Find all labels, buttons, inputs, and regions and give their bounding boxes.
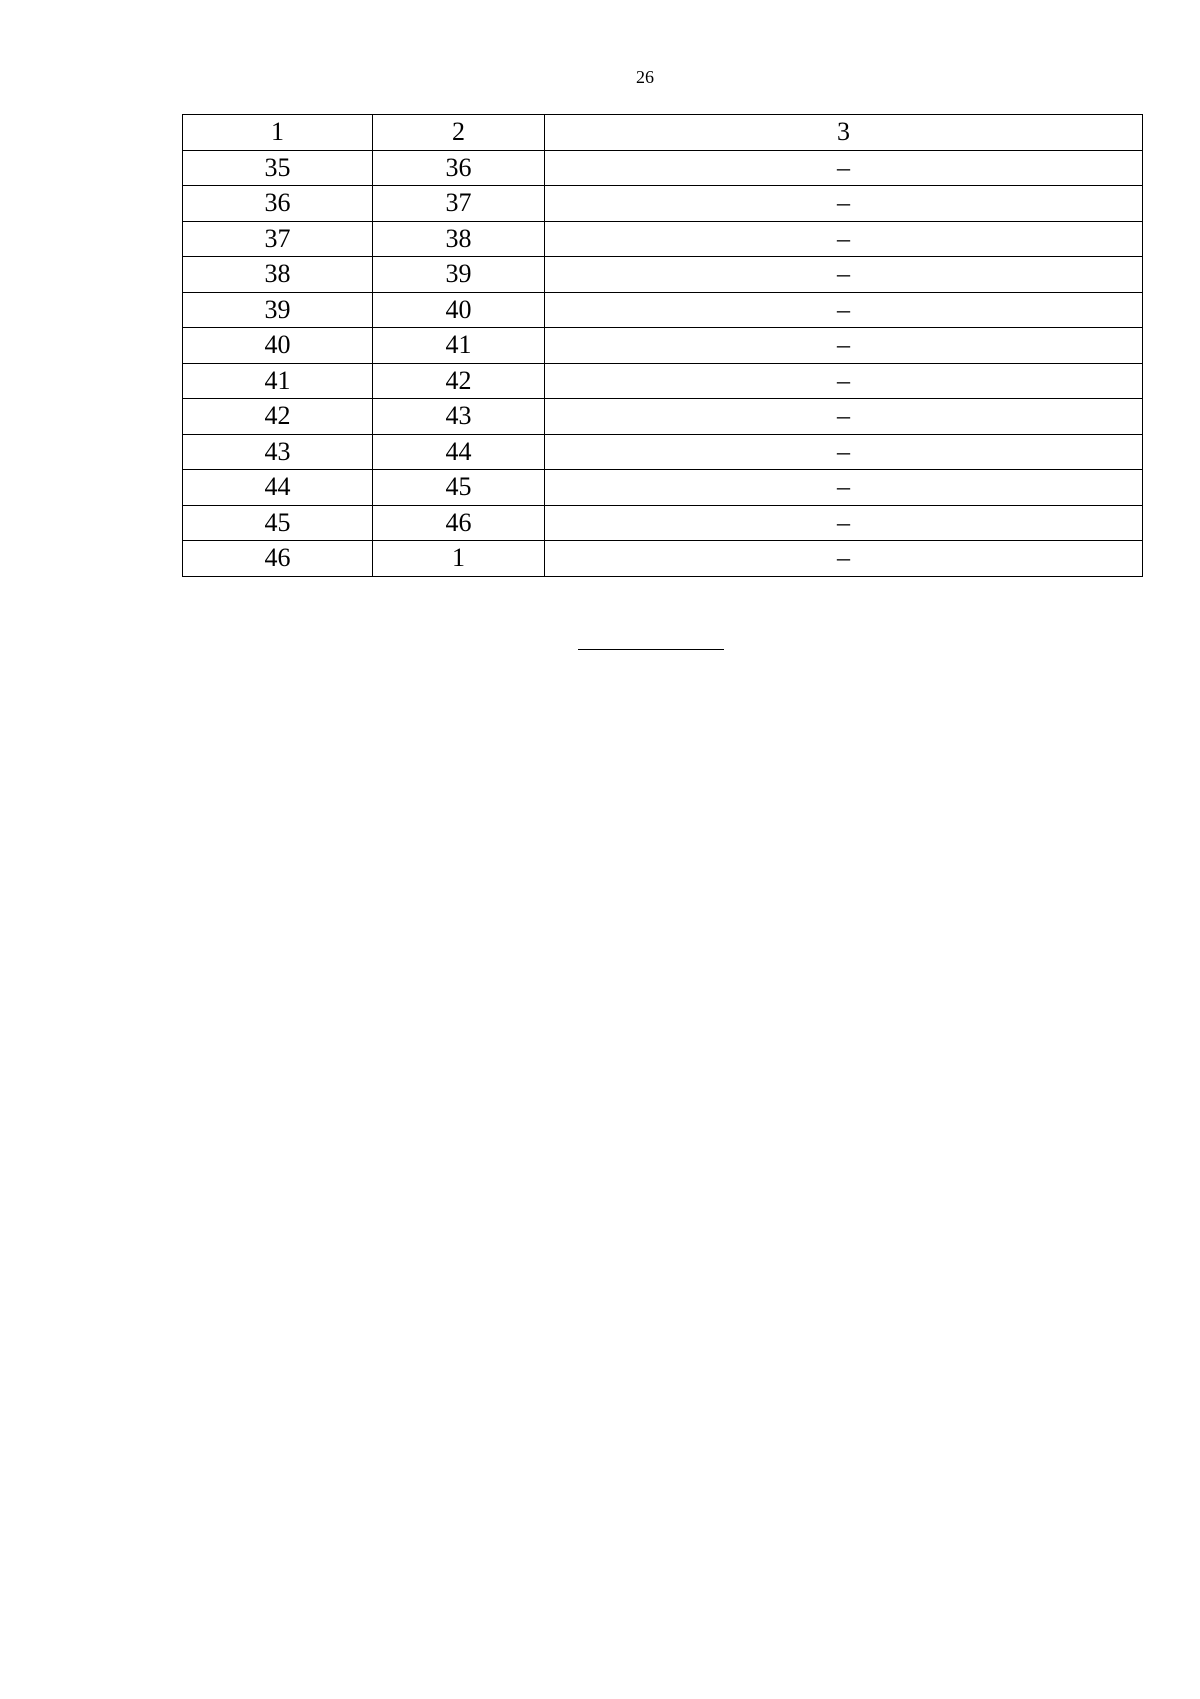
table-cell: 1: [373, 541, 545, 577]
table-cell: 39: [183, 292, 373, 328]
table-row: [183, 221, 1143, 257]
table-cell: 41: [183, 363, 373, 399]
table-cell: 44: [183, 470, 373, 506]
end-of-document-rule: [578, 649, 724, 650]
table-cell: –: [545, 363, 1143, 399]
table-cell: 38: [183, 257, 373, 293]
table-cell: –: [545, 257, 1143, 293]
table-cell: –: [545, 434, 1143, 470]
table-cell: 44: [373, 434, 545, 470]
header-cell: 1: [183, 115, 373, 151]
table-row: [183, 470, 1143, 506]
table-cell: 37: [183, 221, 373, 257]
table-cell: 39: [373, 257, 545, 293]
table-cell: 40: [183, 328, 373, 364]
table-cell: 46: [373, 505, 545, 541]
header-cell: 2: [373, 115, 545, 151]
table-cell: 36: [373, 150, 545, 186]
table-cell: 46: [183, 541, 373, 577]
table-cell: –: [545, 186, 1143, 222]
table-cell: 35: [183, 150, 373, 186]
table-cell: –: [545, 470, 1143, 506]
data-table: [182, 114, 1143, 577]
table-cell: 42: [183, 399, 373, 435]
table-cell: 37: [373, 186, 545, 222]
table-cell: –: [545, 150, 1143, 186]
table-cell: –: [545, 399, 1143, 435]
header-cell: 3: [545, 115, 1143, 151]
page-number: 26: [636, 67, 654, 87]
table-row: [183, 328, 1143, 364]
table-cell: 41: [373, 328, 545, 364]
table-cell: –: [545, 328, 1143, 364]
table-cell: –: [545, 221, 1143, 257]
table-row: [183, 434, 1143, 470]
table-cell: 38: [373, 221, 545, 257]
table-row: [183, 399, 1143, 435]
table-cell: 45: [373, 470, 545, 506]
table-cell: –: [545, 292, 1143, 328]
table-row: [183, 292, 1143, 328]
table-row: [183, 257, 1143, 293]
table-cell: 43: [183, 434, 373, 470]
table-row: [183, 505, 1143, 541]
table-cell: 42: [373, 363, 545, 399]
table-cell: 40: [373, 292, 545, 328]
table-cell: 43: [373, 399, 545, 435]
table-cell: –: [545, 541, 1143, 577]
table-cell: 45: [183, 505, 373, 541]
table-cell: 36: [183, 186, 373, 222]
table-row: [183, 186, 1143, 222]
table-row: [183, 150, 1143, 186]
table-cell: –: [545, 505, 1143, 541]
table-row: [183, 363, 1143, 399]
table-header-row: [183, 115, 1143, 151]
table-row: [183, 541, 1143, 577]
